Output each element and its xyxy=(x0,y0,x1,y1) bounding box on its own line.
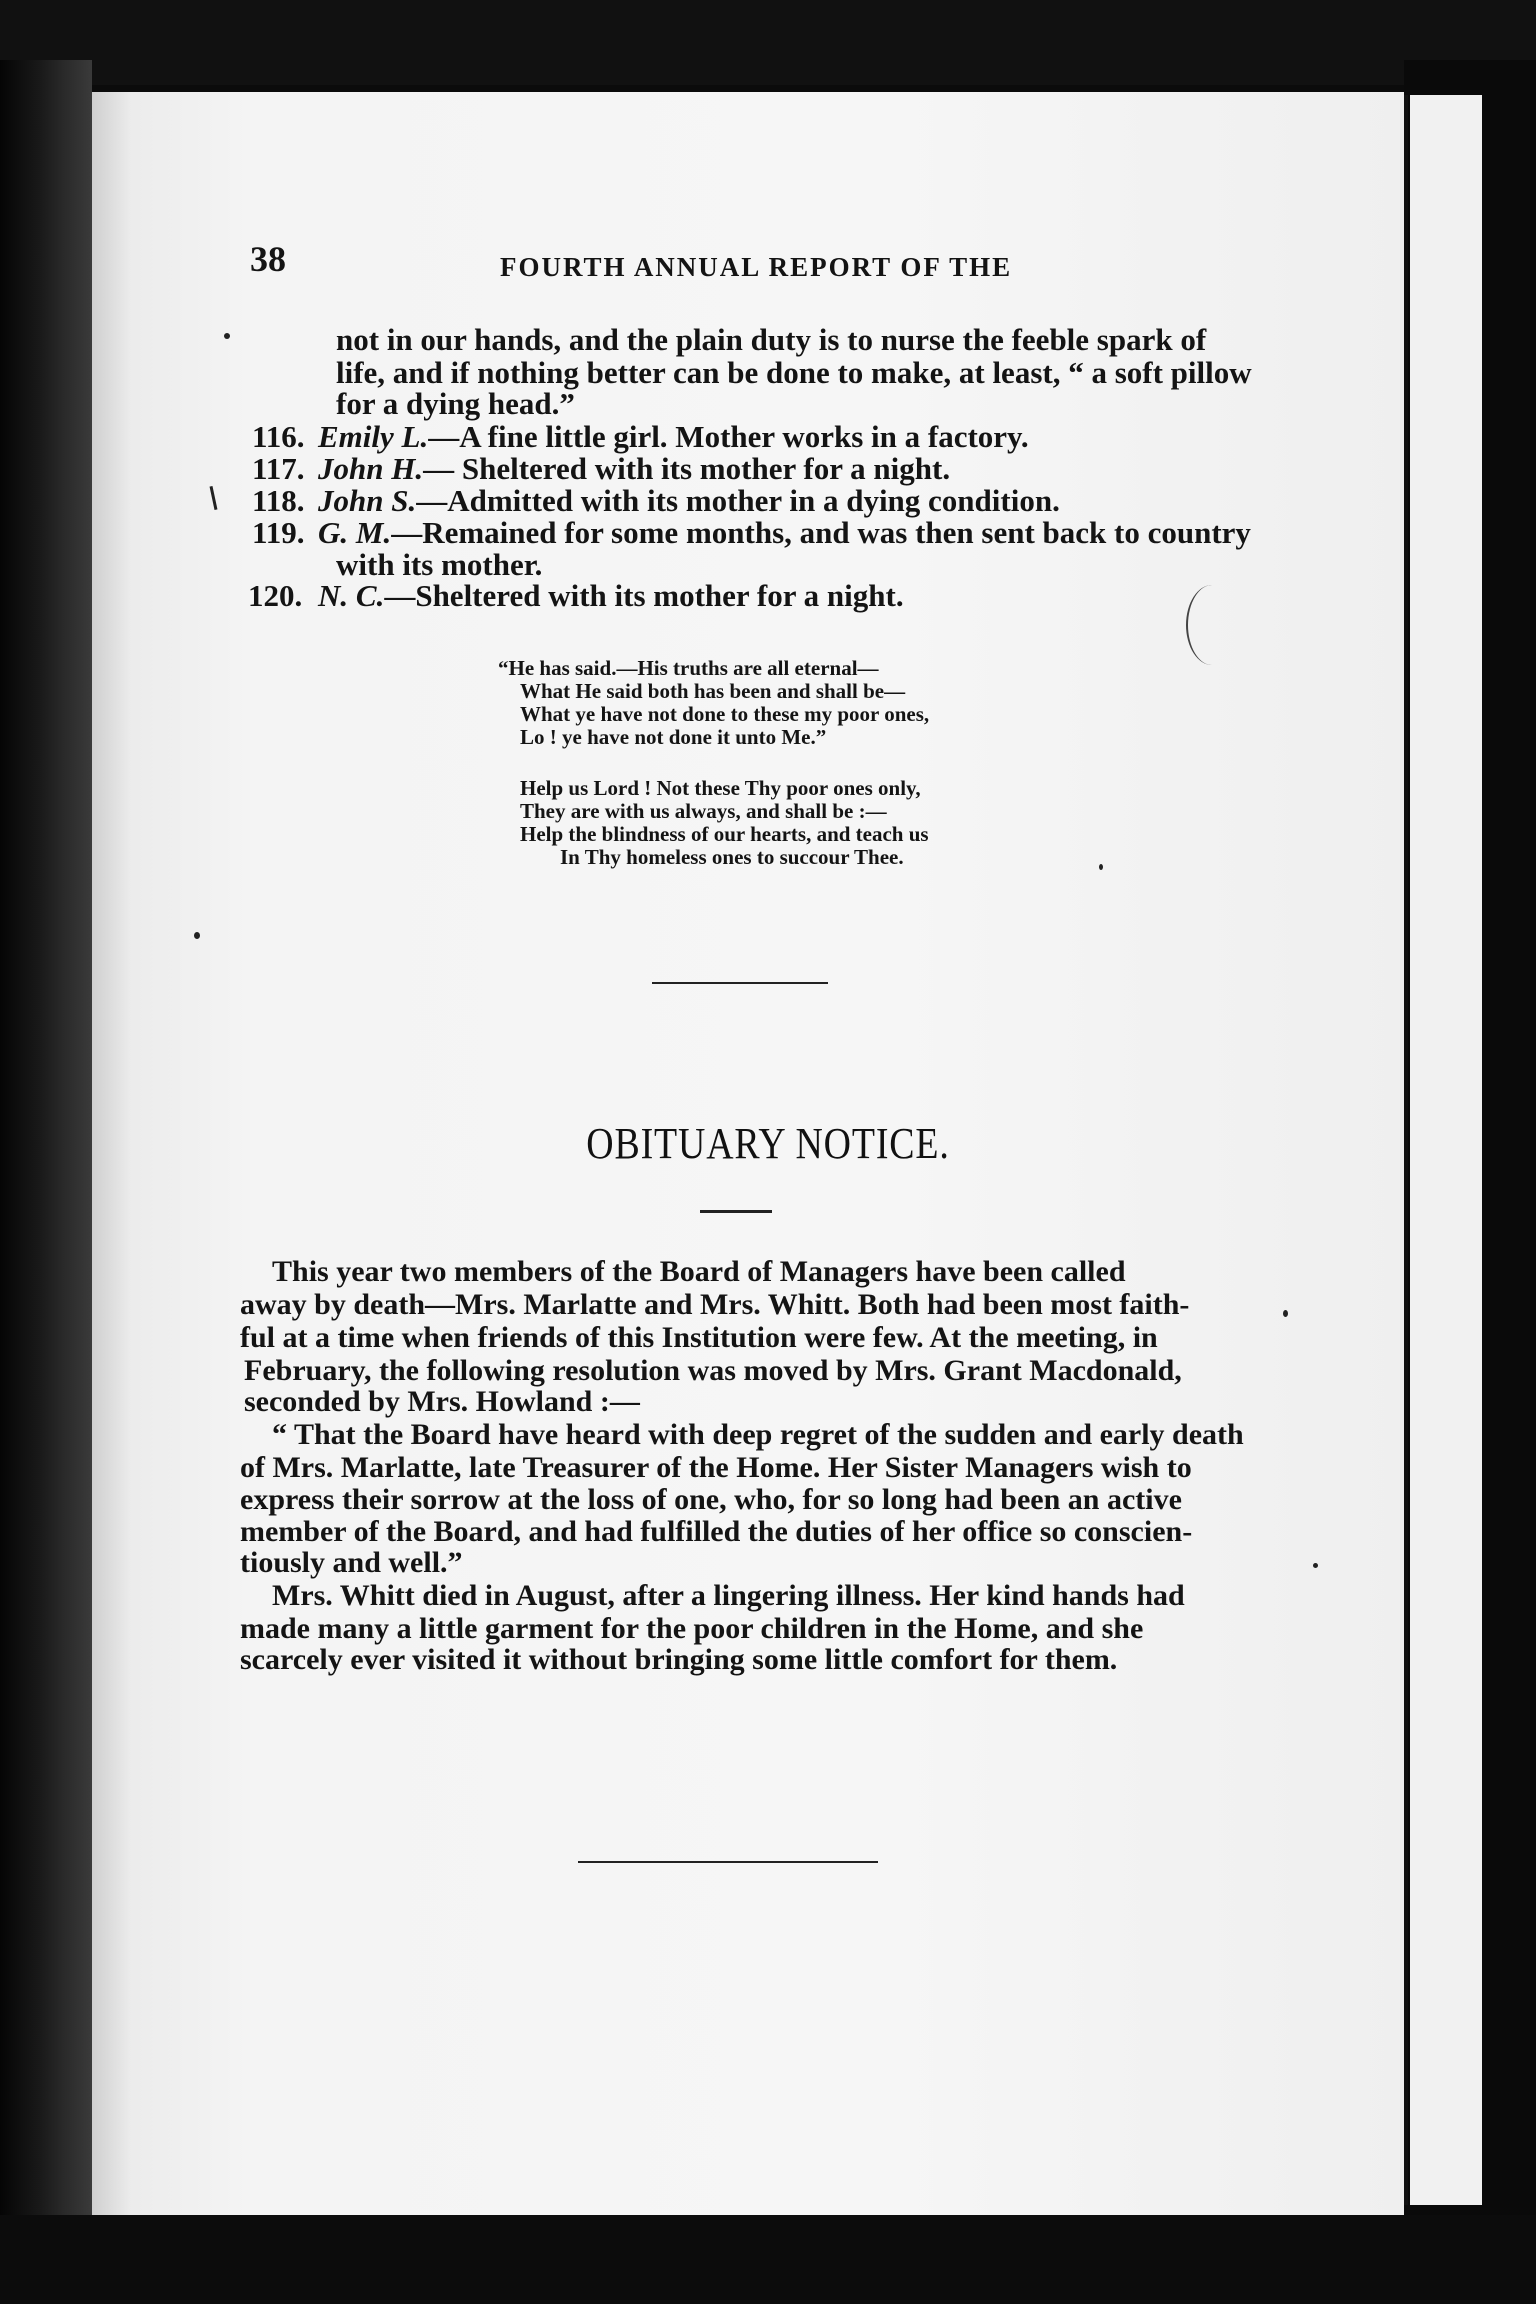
entry-text: —Admitted with its mother in a dying condition. xyxy=(416,483,1060,518)
scan-top-border xyxy=(0,0,1536,85)
entry-name: N. C. xyxy=(318,578,385,613)
book-spine-shadow xyxy=(0,60,92,2304)
entry-text: —Sheltered with its mother for a night. xyxy=(384,578,904,613)
entry-name: G. M. xyxy=(318,515,392,550)
running-header: FOURTH ANNUAL REPORT OF THE xyxy=(500,252,1013,282)
resolution-line: express their sorrow at the loss of one, who, for so long had been an active xyxy=(240,1483,1182,1516)
poem-line: “He has said.—His truths are all eternal— xyxy=(498,656,879,680)
entry-number: 120. xyxy=(248,578,303,613)
poem-line: What He said both has been and shall be— xyxy=(520,679,906,703)
ink-speck xyxy=(194,932,200,939)
entry-text: —A fine little girl. Mother works in a factory. xyxy=(428,419,1029,454)
poem-line: Help us Lord ! Not these Thy poor ones only, xyxy=(520,776,921,800)
obituary-title: OBITUARY NOTICE. xyxy=(586,1119,950,1168)
resolution-line: of Mrs. Marlatte, late Treasurer of the Home. Her Sister Managers wish to xyxy=(240,1451,1192,1484)
entry-item xyxy=(318,451,950,487)
entry-continuation: with its mother. xyxy=(336,547,543,582)
entry-text: —Remained for some months, and was then sent back to country xyxy=(391,515,1251,550)
entry-number: 116. xyxy=(252,419,305,454)
entry-number: 118. xyxy=(252,483,305,518)
entry-item xyxy=(318,483,1060,519)
section-divider xyxy=(652,982,828,984)
obituary-line: made many a little garment for the poor children in the Home, and she xyxy=(240,1612,1144,1645)
scan-bottom-border xyxy=(0,2215,1536,2304)
ink-speck xyxy=(1283,1310,1288,1317)
continuation-line: for a dying head.” xyxy=(336,386,575,421)
poem-line: They are with us always, and shall be :— xyxy=(520,799,887,823)
poem-line: Help the blindness of our hearts, and teach us xyxy=(520,822,929,846)
obituary-line: Mrs. Whitt died in August, after a lingering illness. Her kind hands had xyxy=(272,1579,1185,1612)
entry-name: John H. xyxy=(318,451,424,486)
entry-number: 119. xyxy=(252,515,305,550)
end-divider xyxy=(578,1861,878,1863)
entry-item xyxy=(318,578,904,614)
continuation-line: not in our hands, and the plain duty is to nurse the feeble spark of xyxy=(336,322,1207,357)
title-underline xyxy=(700,1210,772,1213)
pencil-arc-mark xyxy=(1186,585,1238,665)
resolution-line: member of the Board, and had fulfilled the duties of her office so conscien- xyxy=(240,1515,1193,1548)
obituary-line: This year two members of the Board of Managers have been called xyxy=(272,1255,1126,1288)
poem-line: Lo ! ye have not done it unto Me.” xyxy=(520,725,827,749)
entry-name: John S. xyxy=(318,483,417,518)
ink-speck xyxy=(1313,1563,1318,1568)
resolution-line: tiously and well.” xyxy=(240,1546,463,1579)
poem-line: In Thy homeless ones to succour Thee. xyxy=(560,845,904,869)
entry-name: Emily L. xyxy=(318,419,429,454)
resolution-line: “ That the Board have heard with deep regret of the sudden and early death xyxy=(272,1418,1244,1451)
entry-text: — Sheltered with its mother for a night. xyxy=(423,451,951,486)
entry-number: 117. xyxy=(252,451,305,486)
obituary-line: away by death—Mrs. Marlatte and Mrs. Whitt. Both had been most faith- xyxy=(240,1288,1190,1321)
continuation-line: life, and if nothing better can be done to make, at least, “ a soft pillow xyxy=(336,355,1252,390)
page-number: 38 xyxy=(250,239,286,279)
ink-speck xyxy=(224,333,230,339)
obituary-line: February, the following resolution was moved by Mrs. Grant Macdonald, xyxy=(244,1354,1182,1387)
obituary-line: ful at a time when friends of this Institution were few. At the meeting, in xyxy=(240,1321,1158,1354)
obituary-line: scarcely ever visited it without bringing some little comfort for them. xyxy=(240,1643,1118,1676)
obituary-line: seconded by Mrs. Howland :— xyxy=(244,1385,640,1418)
entry-item xyxy=(318,515,1251,551)
entry-item xyxy=(318,419,1029,455)
ink-speck xyxy=(1099,864,1103,870)
poem-line: What ye have not done to these my poor ones, xyxy=(520,702,930,726)
